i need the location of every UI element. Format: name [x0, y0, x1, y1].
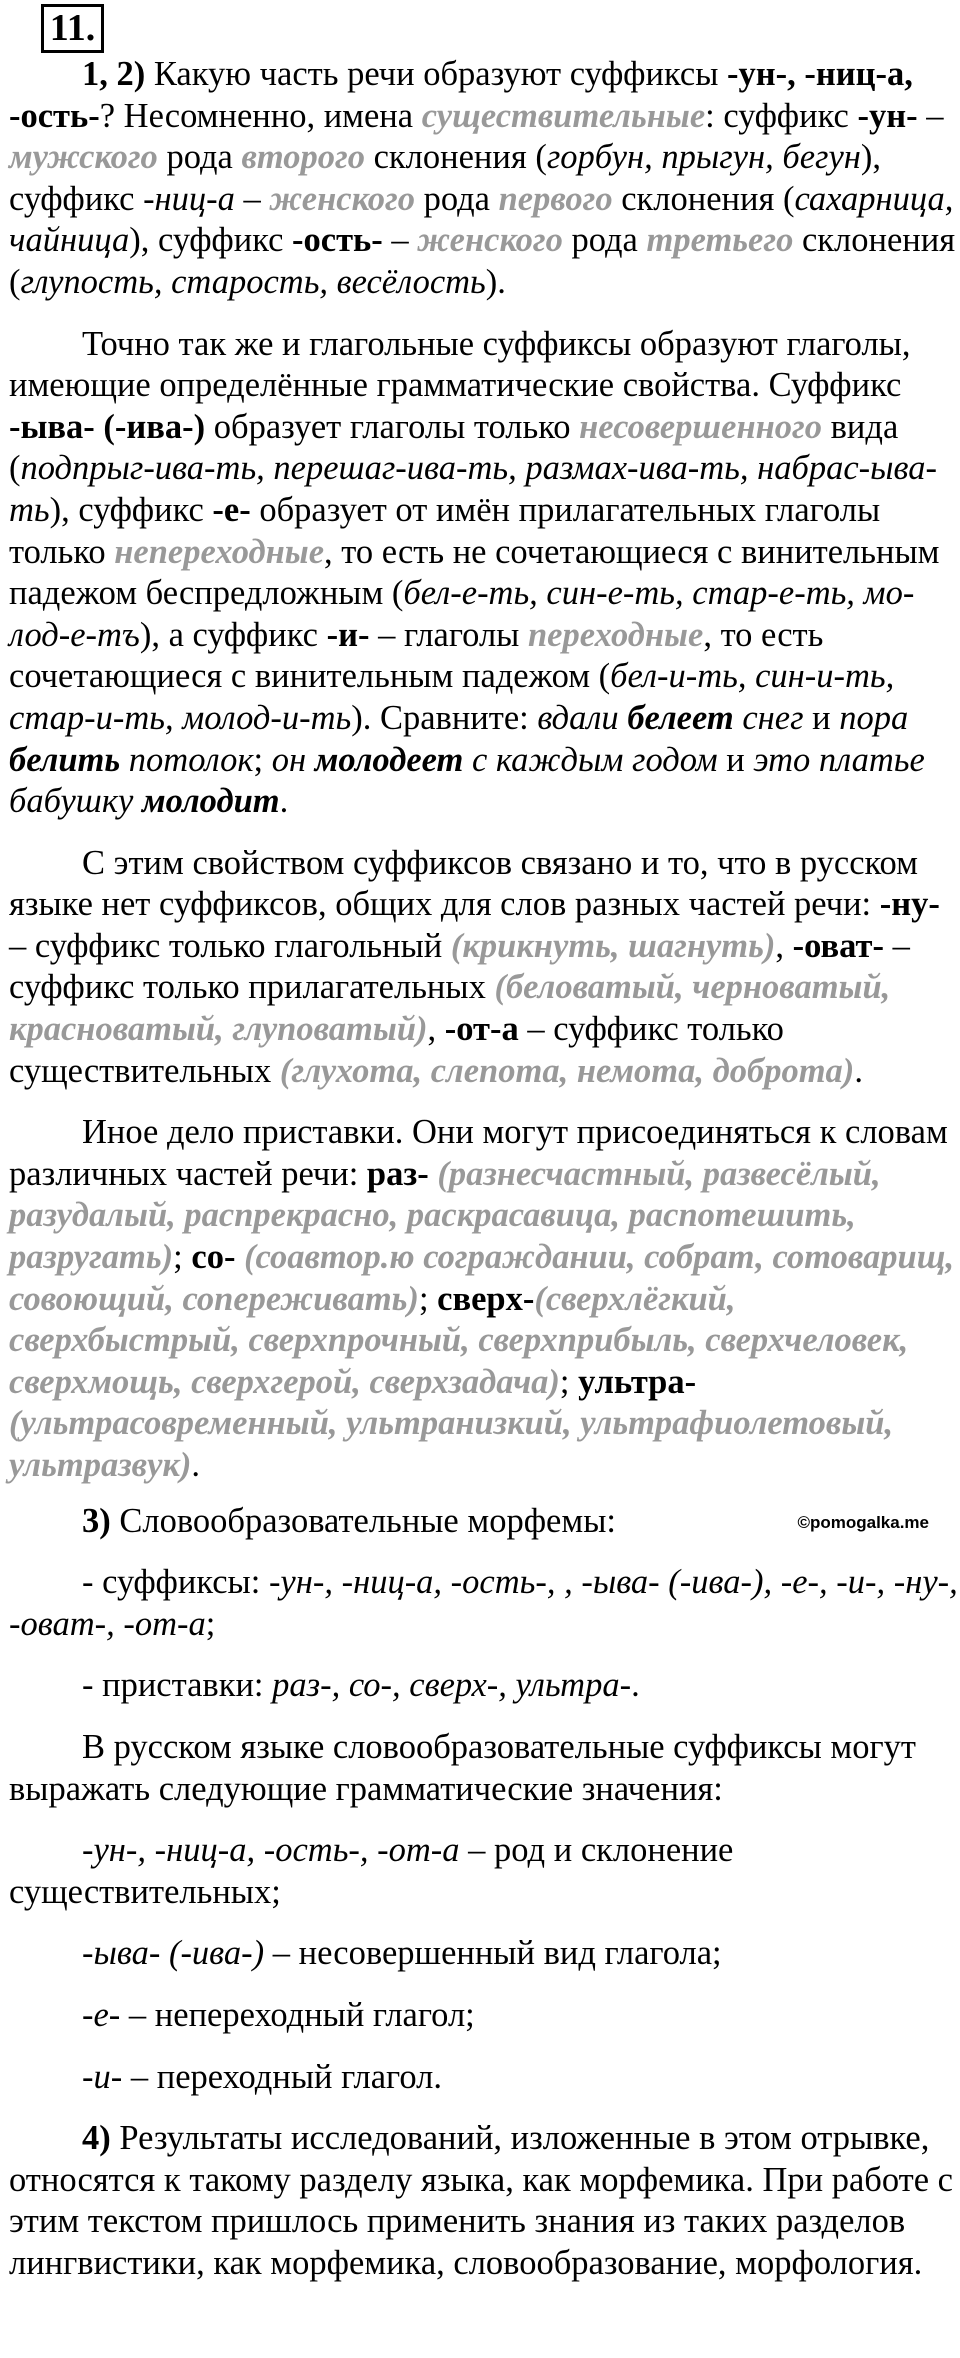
paragraph-part-of-speech: 1, 2) Какую часть речи образуют суффиксы -ун-, -ниц-а, -ость-? Несомненно, имена существительные: суффикс -ун- – мужского рода второго склонения (горбун, прыгун, бегун), суффикс -ниц-а – женского рода первого склонения (сахарница, чайница), суффикс -ость- – женского рода третьего склонения (глупость, старость, весёлость). [9, 55, 956, 301]
task-number: 11. [41, 4, 104, 53]
answer-text [9, 54, 959, 2285]
watermark: ©pomogalka.me [797, 1512, 929, 1532]
meaning-imperfective: -ыва- (-ива-) – несовершенный вид глагола; [82, 1934, 722, 1973]
meaning-intransitive: -е- – непереходный глагол; [82, 1995, 475, 2034]
paragraph-verb-suffixes: Точно так же и глагольные суффиксы образуют глаголы, имеющие определённые грамматические свойства. Суффикс -ыва- (-ива-) образует глаголы только несовершенного вида (подпрыг-ива-ть, перешаг-ива-ть, размах-ива-ть, набрас-ыва-ть), суффикс -е- образует от имён прилагательных глаголы только непереходные, то есть не сочетающиеся с винительным падежом беспредложным (бел-е-ть, син-е-ть, стар-е-ть, мо- лод-е-тъ), а суффикс -и- – глаголы переходные, то есть сочетающиеся с винительным падежом (бел-и-ть, син-и-ть, стар-и-ть, молод-и-ть). Сравните: вдали белеет снег и пора белить потолок; он молодеет с каждым годом и это платье бабушку молодит. [9, 324, 940, 821]
list-suffixes: - суффиксы: -ун-, -ниц-а, -ость-, , -ыва- (-ива-), -е-, -и-, -ну-, -оват-, -от-а; [9, 1563, 958, 1643]
paragraph-unique-suffixes: С этим свойством суффиксов связано и то, что в русском языке нет суффиксов, общих для слов разных частей речи: -ну- – суффикс только глагольный (крикнуть, шагнуть), -оват- – суффикс только прилагательных (беловатый, черноватый, красноватый, глуповатый), -от-а – суффикс только существительных (глухота, слепота, немота, доброта). [9, 843, 940, 1090]
paragraph-conclusion: 4) Результаты исследований, изложенные в этом отрывке, относятся к такому разделу языка, как морфемика. При работе с этим текстом пришлось применить знания из таких разделов лингвистики, как морфемика, словообразование, морфология. [9, 2119, 953, 2282]
meaning-transitive: -и- – переходный глагол. [82, 2057, 442, 2096]
item-number: 1, 2) [82, 55, 146, 93]
paragraph-prefixes: Иное дело приставки. Они могут присоединяться к словам различных частей речи: раз- (разнесчастный, развесёлый, разудалый, распрекрасно, раскрасавица, распотешить, разругать); со- (соавтор.ю сограждании, собрат, сотоварищ, совоющий, сопереживать); сверх-(сверхлёгкий, сверхбыстрый, сверхпрочный, сверхприбыль, сверхчеловек, сверхмощь, сверхгерой, сверхзадача); ультра- (ультрасовременный, ультранизкий, ультрафиолетовый, ультразвук). [9, 1113, 955, 1484]
meaning-gender-declension: -ун-, -ниц-а, -ость-, -от-а – род и склонение существительных; [9, 1831, 734, 1911]
item-number: 3) [82, 1501, 111, 1540]
item-number: 4) [82, 2119, 111, 2158]
paragraph-grammar-meanings: В русском языке словообразовательные суффиксы могут выражать следующие грамматические значения: [9, 1727, 916, 1808]
list-prefixes: - приставки: раз-, со-, сверх-, ультра-. [82, 1666, 640, 1705]
paragraph-morphemes-heading: 3) Словообразовательные морфемы: ©pomogalka.me [82, 1501, 929, 1540]
